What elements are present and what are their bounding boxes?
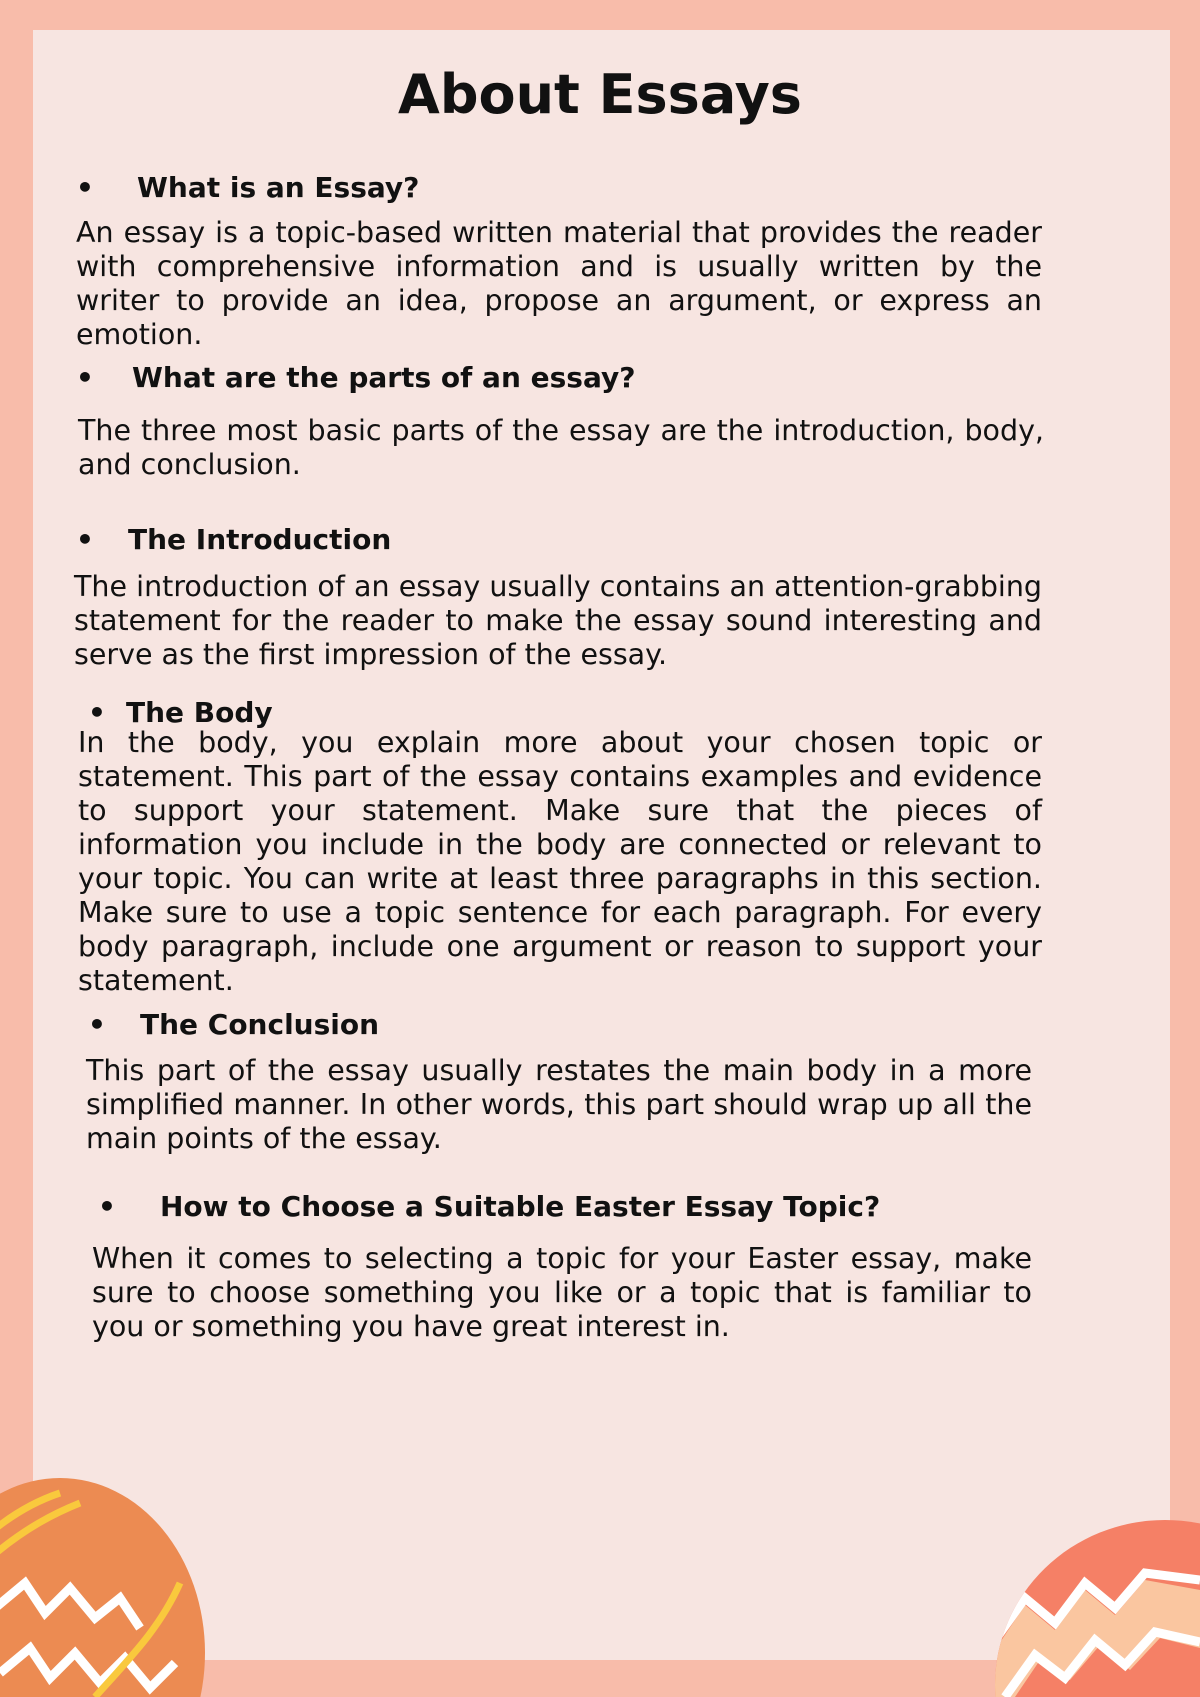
section-heading-introduction: The Introduction: [128, 523, 392, 556]
page-title: About Essays: [398, 63, 802, 126]
section-paragraph-what-is-essay: An essay is a topic-based written material that provides the reader with comprehensive information and is usually written by the writer to provide an idea, propose an argument, or express an emotion.: [76, 216, 1042, 351]
section-heading-conclusion: The Conclusion: [140, 1008, 380, 1041]
bullet-icon: •: [76, 361, 94, 394]
section-heading-what-is-essay: What is an Essay?: [137, 171, 420, 204]
bullet-icon: •: [88, 696, 106, 729]
bullet-icon: •: [76, 523, 94, 556]
section-paragraph-easter-topic: When it comes to selecting a topic for your Easter essay, make sure to choose something you like or a topic that is familiar to you or something you have great interest in.: [92, 1242, 1032, 1343]
easter-egg-left-icon: [0, 1488, 220, 1697]
bullet-icon: •: [76, 171, 94, 204]
section-paragraph-body: In the body, you explain more about your chosen topic or statement. This part of the essay contains examples and evidence to support your statement. Make sure that the pieces of information you include in the body are connected or relevant to your topic. You can write at least three paragraphs in this section. Make sure to use a topic sentence for each paragraph. For every body paragraph, include one argument or reason to support your statement.: [78, 726, 1042, 997]
section-heading-easter-topic: How to Choose a Suitable Easter Essay Topic?: [160, 1190, 881, 1223]
section-paragraph-parts-of-essay: The three most basic parts of the essay are the introduction, body, and conclusion.: [78, 414, 1044, 481]
section-paragraph-introduction: The introduction of an essay usually contains an attention-grabbing statement for the reader to make the essay sound interesting and serve as the first impression of the essay.: [74, 570, 1042, 671]
section-paragraph-conclusion: This part of the essay usually restates the main body in a more simplified manner. In other words, this part should wrap up all the main points of the essay.: [86, 1054, 1032, 1155]
section-heading-parts-of-essay: What are the parts of an essay?: [132, 361, 636, 394]
easter-egg-right-icon: [995, 1520, 1200, 1697]
bullet-icon: •: [98, 1190, 116, 1223]
bullet-icon: •: [88, 1008, 106, 1041]
section-heading-body: The Body: [126, 696, 273, 729]
